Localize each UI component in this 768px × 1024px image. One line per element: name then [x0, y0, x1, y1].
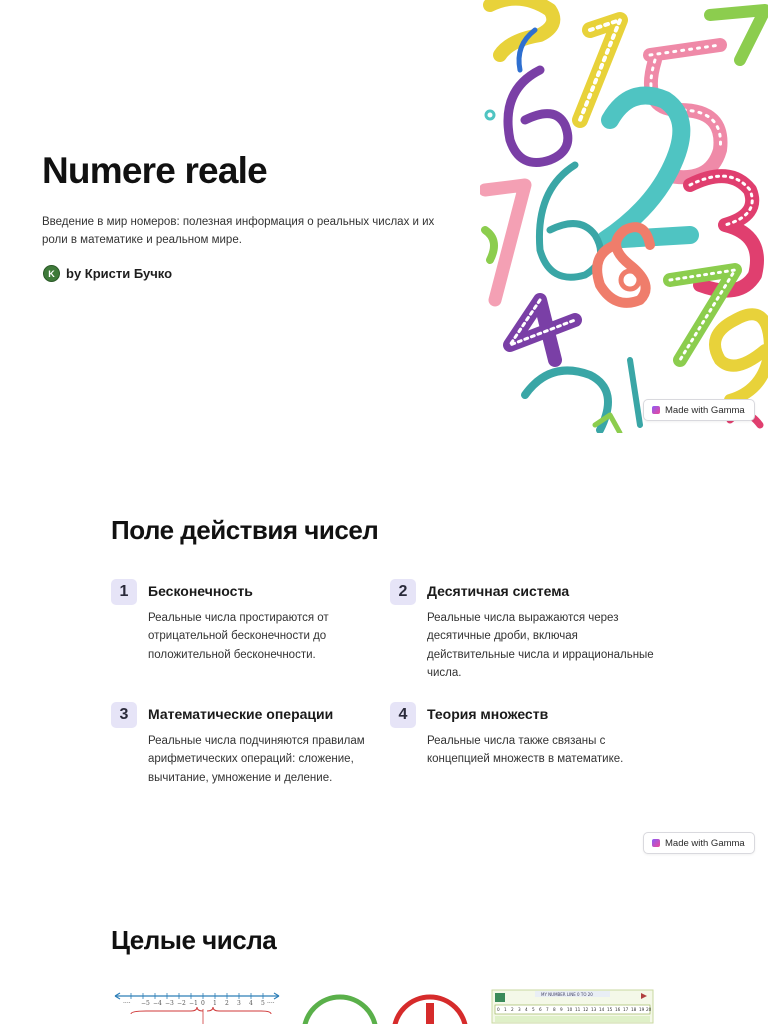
number-badge: 3 — [111, 702, 137, 728]
gamma-logo-icon — [652, 839, 660, 847]
svg-text:15: 15 — [607, 1007, 613, 1012]
number-badge: 1 — [111, 579, 137, 605]
svg-text:4: 4 — [249, 1000, 253, 1007]
svg-text:1: 1 — [213, 1000, 217, 1007]
numbers-illustration — [480, 0, 768, 433]
svg-text:3: 3 — [518, 1007, 521, 1012]
svg-text:MY NUMBER LINE 0 TO 20: MY NUMBER LINE 0 TO 20 — [541, 992, 593, 997]
made-with-gamma-badge[interactable] — [643, 832, 755, 854]
gamma-logo-icon — [652, 406, 660, 414]
author-name: by Кристи Бучко — [66, 266, 173, 281]
svg-text:16: 16 — [615, 1007, 621, 1012]
page-subtitle: Введение в мир номеров: полезная информация о реальных числах и их роли в математике и реальном мире. — [42, 216, 435, 246]
svg-text:12: 12 — [583, 1007, 589, 1012]
number-badge: 2 — [390, 579, 416, 605]
svg-text:····: ···· — [267, 1000, 275, 1007]
integers-slide — [0, 873, 768, 1024]
svg-text:2: 2 — [225, 1000, 229, 1007]
number-ruler-image — [491, 989, 654, 1024]
svg-text:9: 9 — [560, 1007, 563, 1012]
svg-text:18: 18 — [631, 1007, 637, 1012]
plus-minus-circles-image — [300, 989, 470, 1024]
scope-slide — [0, 433, 768, 873]
item-title: Математические операции — [148, 706, 334, 722]
svg-text:5: 5 — [532, 1007, 535, 1012]
svg-text:20: 20 — [646, 1007, 652, 1012]
svg-text:3: 3 — [237, 1000, 241, 1007]
svg-text:0: 0 — [497, 1007, 500, 1012]
svg-text:8: 8 — [553, 1007, 556, 1012]
made-with-gamma-badge[interactable] — [643, 399, 755, 421]
item-text: Реальные числа также связаны с концепцией множеств в математике. — [427, 735, 624, 766]
svg-text:13: 13 — [591, 1007, 597, 1012]
svg-text:1: 1 — [504, 1007, 507, 1012]
number-line-image — [111, 989, 283, 1024]
svg-text:−3: −3 — [165, 1000, 174, 1007]
badge-label: Made with Gamma — [665, 404, 745, 416]
section-title: Целые числа — [111, 925, 277, 955]
svg-text:11: 11 — [575, 1007, 581, 1012]
svg-text:19: 19 — [639, 1007, 645, 1012]
badge-label: Made with Gamma — [665, 837, 745, 849]
item-text: Реальные числа простираются от отрицательной бесконечности до положительной бесконечности. — [148, 612, 329, 661]
svg-text:−4: −4 — [153, 1000, 162, 1007]
svg-text:4: 4 — [525, 1007, 528, 1012]
section-title: Поле действия чисел — [111, 515, 379, 545]
item-title: Десятичная система — [427, 583, 570, 599]
svg-text:14: 14 — [599, 1007, 605, 1012]
svg-text:6: 6 — [539, 1007, 542, 1012]
svg-text:2: 2 — [511, 1007, 514, 1012]
title-slide — [0, 0, 768, 433]
author-byline — [43, 265, 172, 282]
svg-text:0: 0 — [201, 1000, 205, 1007]
svg-text:17: 17 — [623, 1007, 629, 1012]
svg-text:7: 7 — [546, 1007, 549, 1012]
item-title: Бесконечность — [148, 583, 253, 599]
item-title: Теория множеств — [427, 706, 549, 722]
avatar: K — [43, 265, 60, 282]
svg-text:−1: −1 — [189, 1000, 198, 1007]
item-text: Реальные числа выражаются через десятичные дроби, включая действительные числа и иррациональные числа. — [427, 612, 654, 679]
svg-text:−2: −2 — [177, 1000, 186, 1007]
svg-text:5: 5 — [261, 1000, 265, 1007]
svg-text:−5: −5 — [141, 1000, 150, 1007]
item-text: Реальные числа подчиняются правилам арифметических операций: сложение, вычитание, умножение и деление. — [148, 735, 365, 784]
number-badge: 4 — [390, 702, 416, 728]
svg-text:····: ···· — [123, 1000, 131, 1007]
svg-text:10: 10 — [567, 1007, 573, 1012]
page-title: Numere reale — [42, 150, 267, 191]
